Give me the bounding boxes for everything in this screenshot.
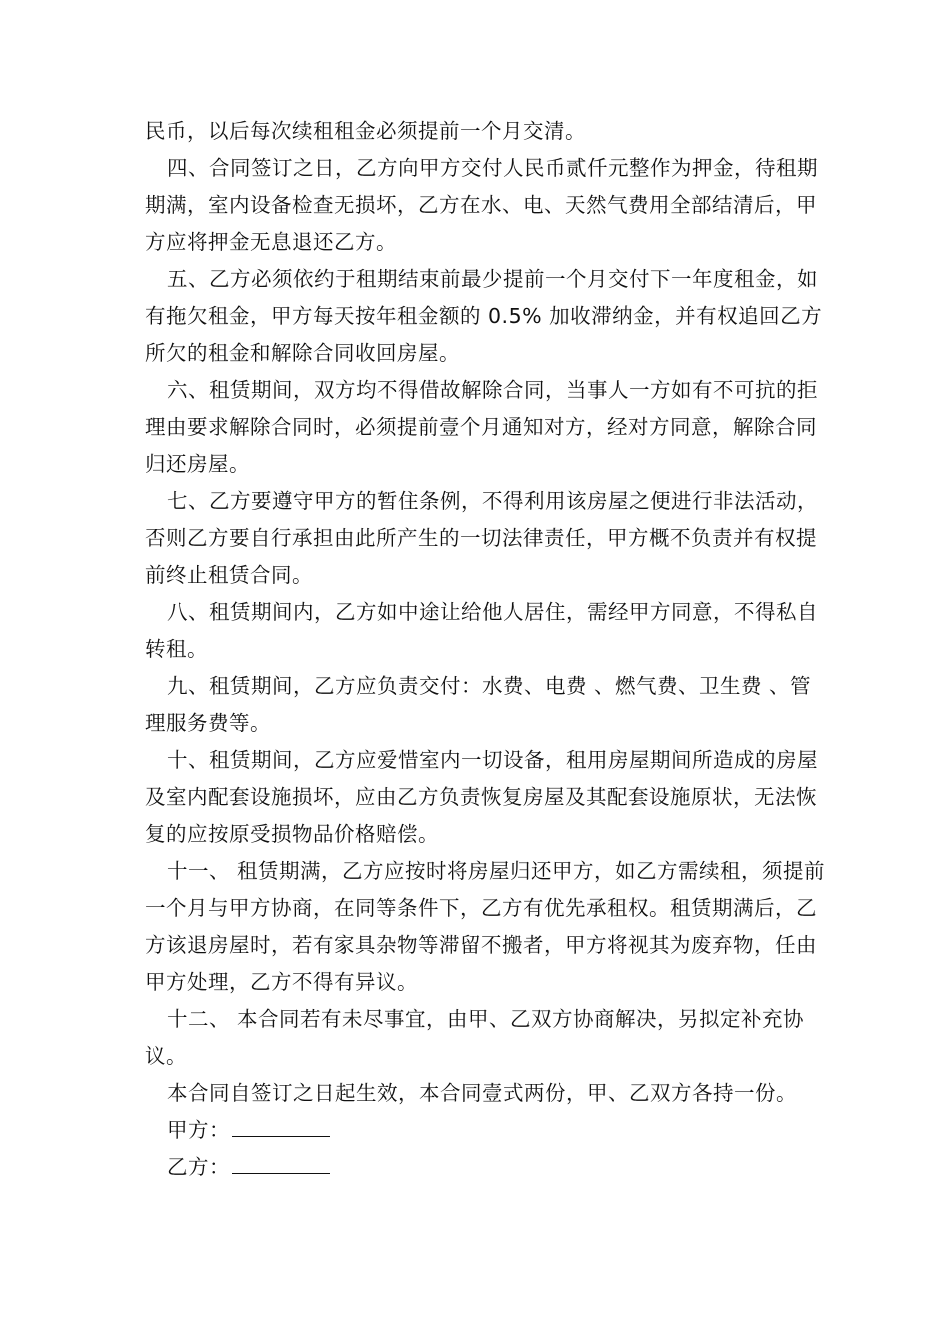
- paragraph-effective-date: 本合同自签订之日起生效，本合同壹式两份，甲、乙双方各持一份。: [167, 1081, 797, 1105]
- party-b-signature-blank: [232, 1149, 330, 1174]
- paragraph-clause-10-damage: 十、租赁期间，乙方应爱惜室内一切设备，租用房屋期间所造成的房屋及室内配套设施损坏，应由乙方负责恢复房屋及其配套设施原状，无法恢复的应按原受损物品价格赔偿。: [145, 748, 818, 846]
- paragraph-clause-7-regulations: 七、乙方要遵守甲方的暂住条例，不得利用该房屋之便进行非法活动，否则乙方要自行承担由此所产生的一切法律责任，甲方概不负责并有权提前终止租赁合同。: [145, 489, 818, 587]
- contract-body: [145, 113, 825, 1186]
- party-b-label: 乙方：: [167, 1155, 230, 1179]
- paragraph-clause-4-deposit: 四、合同签订之日，乙方向甲方交付人民币贰仟元整作为押金，待租期期满，室内设备检查无损坏，乙方在水、电、天然气费用全部结清后，甲方应将押金无息退还乙方。: [145, 156, 818, 254]
- party-b-signature-line: [145, 1149, 825, 1186]
- party-a-signature-blank: [232, 1112, 330, 1137]
- paragraph-clause-6-termination: 六、租赁期间，双方均不得借故解除合同，当事人一方如有不可抗的拒理由要求解除合同时，必须提前壹个月通知对方，经对方同意，解除合同归还房屋。: [145, 378, 818, 476]
- paragraph-clause-5-late-fee: 五、乙方必须依约于租期结束前最少提前一个月交付下一年度租金，如有拖欠租金，甲方每天按年租金额的 0.5% 加收滞纳金，并有权追回乙方所欠的租金和解除合同收回房屋。: [145, 267, 823, 365]
- paragraph-clause-8-sublease: 八、租赁期间内，乙方如中途让给他人居住，需经甲方同意，不得私自转租。: [145, 600, 818, 661]
- paragraph-clause-12-supplement: 十二、 本合同若有未尽事宜，由甲、乙双方协商解决，另拟定补充协议。: [145, 1007, 805, 1068]
- paragraph-clause-11-expiry: 十一、 租赁期满，乙方应按时将房屋归还甲方，如乙方需续租，须提前一个月与甲方协商，在同等条件下，乙方有优先承租权。租赁期满后，乙方该退房屋时，若有家具杂物等滞留不搬者，甲方将视其为废弃物，任由甲方处理，乙方不得有异议。: [145, 859, 826, 994]
- paragraph-rent-continuation: 民币，以后每次续租租金必须提前一个月交清。: [145, 119, 586, 143]
- paragraph-clause-9-fees: 九、租赁期间，乙方应负责交付：水费、电费 、燃气费、卫生费 、管理服务费等。: [145, 674, 812, 735]
- party-a-label: 甲方：: [167, 1118, 230, 1142]
- party-a-signature-line: [145, 1112, 825, 1149]
